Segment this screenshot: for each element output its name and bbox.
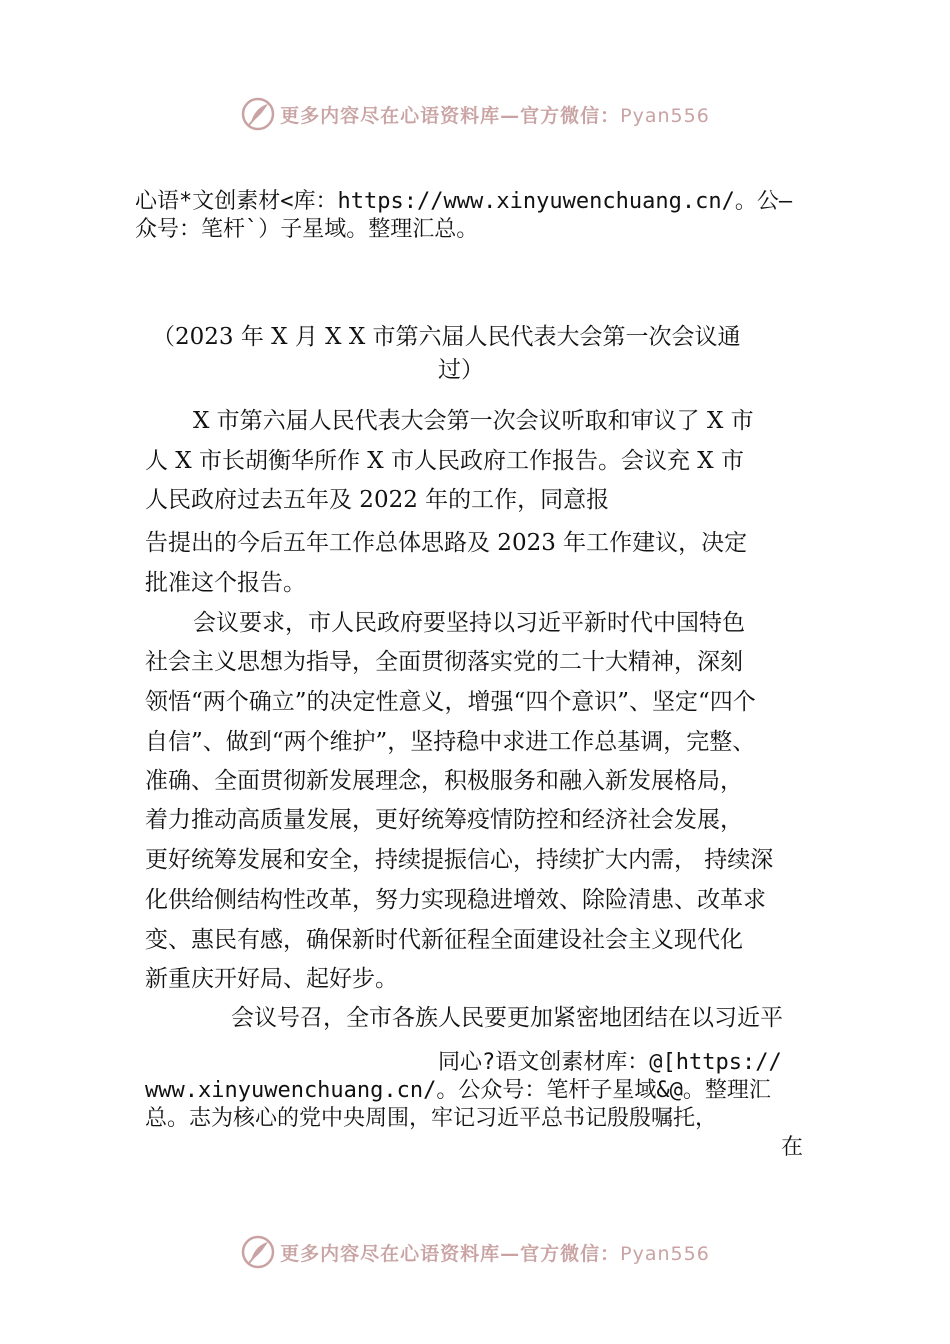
para1-line-3: 人民政府过去五年及 2022 年的工作，同意报: [145, 487, 610, 513]
para2-line-4: 自信”、做到“两个维护”，坚持稳中求进工作总基调，完整、: [145, 729, 756, 755]
para2-line-6: 着力推动高质量发展，更好统筹疫情防控和经济社会发展，: [145, 807, 743, 833]
feather-pen-logo-icon: [240, 96, 276, 132]
para2-line-5: 准确、全面贯彻新发展理念，积极服务和融入新发展格局，: [145, 768, 743, 794]
footer-note-line-2: www.xinyuwenchuang.cn/。公众号：笔杆子星域&@。整理汇: [145, 1078, 771, 1103]
para1-line-5: 批准这个报告。: [145, 570, 306, 596]
para2-line-2: 社会主义思想为指导，全面贯彻落实党的二十大精神，深刻: [145, 649, 743, 675]
para2-line-8: 化供给侧结构性改革，努力实现稳进增效、除险清患、改革求: [145, 887, 766, 913]
footer-note-line-3: 总。志为核心的党中央周围，牢记习近平总书记殷殷嘱托，: [145, 1106, 718, 1131]
footer-note-line-1: 同心?语文创素材库：@[https://: [438, 1050, 782, 1075]
banner-text: 更多内容尽在心语资料库—官方微信：Pyan556: [280, 1242, 710, 1265]
para2-line-3: 领悟“两个确立”的决定性意义，增强“四个意识”、坚定“四个: [145, 689, 756, 715]
para1-line-2: 人 X 市长胡衡华所作 X 市人民政府工作报告。会议充 X 市: [145, 448, 744, 474]
top-banner: [0, 94, 950, 134]
header-note-line-1: 心语*文创素材<库：https://www.xinyuwenchuang.cn/。公—: [135, 189, 793, 214]
para2-line-10: 新重庆开好局、起好步。: [145, 966, 398, 992]
para1-line-1: X 市第六届人民代表大会第一次会议听取和审议了 X 市: [193, 408, 754, 434]
subtitle-line-1: （2023 年 X 月 X X 市第六届人民代表大会第一次会议通: [152, 324, 741, 350]
bottom-banner: [0, 1232, 950, 1272]
para2-line-9: 变、惠民有感，确保新时代新征程全面建设社会主义现代化: [145, 927, 743, 953]
feather-pen-logo-icon: [240, 1234, 276, 1270]
para2-line-7: 更好统筹发展和安全，持续提振信心，持续扩大内需， 持续深: [145, 847, 774, 873]
para1-line-4: 告提出的今后五年工作总体思路及 2023 年工作建议，决定: [145, 530, 748, 556]
footer-note-line-4: 在: [781, 1135, 804, 1160]
header-note-line-2: 众号：笔杆`）子星域。整理汇总。: [135, 217, 479, 242]
para2-line-1: 会议要求，市人民政府要坚持以习近平新时代中国特色: [193, 610, 745, 636]
banner-text: 更多内容尽在心语资料库—官方微信：Pyan556: [280, 104, 710, 127]
para3-line-1: 会议号召，全市各族人民要更加紧密地团结在以习近平: [231, 1005, 783, 1031]
subtitle-line-2: 过）: [438, 357, 484, 383]
